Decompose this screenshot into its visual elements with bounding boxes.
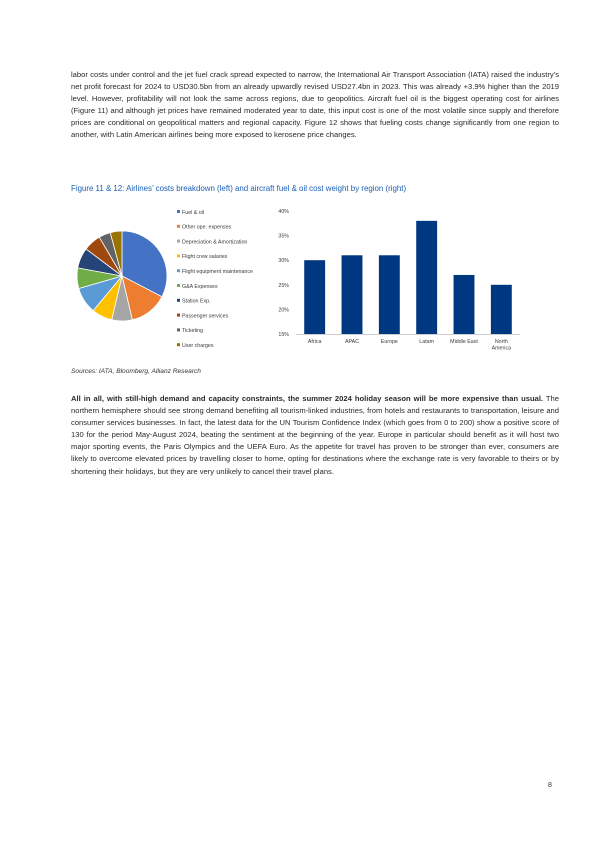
legend-swatch — [177, 210, 180, 213]
paragraph-2-lead: All in all, with still-high demand and capacity constraints, the summer 2024 holiday season will be more expensive than usual. — [71, 394, 544, 403]
pie-chart-costs-breakdown — [74, 203, 274, 358]
y-tick-label: 20% — [278, 307, 289, 314]
bar — [379, 255, 400, 334]
legend-label: Ticketing — [182, 328, 203, 335]
legend-swatch — [177, 269, 180, 272]
y-tick-label: 30% — [278, 258, 289, 265]
legend-swatch — [177, 225, 180, 228]
legend-swatch — [177, 328, 180, 331]
y-tick-label: 40% — [278, 209, 289, 215]
bar — [304, 260, 325, 334]
x-tick-label: Europe — [380, 339, 398, 345]
x-tick-label: Africa — [307, 339, 322, 345]
bar — [342, 255, 363, 334]
x-tick-label: APAC — [344, 339, 360, 345]
x-tick-label: North — [494, 339, 508, 345]
legend-label: Fuel & oil — [182, 209, 205, 216]
legend-swatch — [177, 240, 180, 243]
legend-label: G&A Expenses — [182, 283, 218, 290]
paragraph-2-body: The northern hemisphere should see strong demand benefiting all tourism-linked industries, from hotels and restaurants to transportation, leisure and consumer services businesses. In fact, the latest data for the UN Tourism Confidence Index (which goes from 0 to 200) show a positive score of 130 for the period May-August 2024, beating the sentiment at the beginning of the year. Europe in particular should benefit as it will host two major sporting events, the Paris Olympics and the UEFA Euro. As the appetite for travel has proven to be stronger than ever, consumers are likely to overcome elevated prices by travelling closer to home, opting for destinations where the exchange rate is very favorable to theirs or by shortening their holidays, but they are very unlikely to cancel their travel plans. — [71, 394, 560, 476]
y-tick-label: 25% — [278, 282, 289, 289]
bar-chart-fuel-weight — [270, 203, 535, 358]
legend-swatch — [177, 343, 180, 346]
x-tick-label: Middle East — [450, 339, 478, 345]
body-paragraph-1: labor costs under control and the jet fuel crack spread expected to narrow, the International Air Transport Association (IATA) raised the industry’s net profit forecast for 2024 to USD30.5bn from an already upwardly revised USD27.4bn in 2023. This was already +3.9% higher than the 2019 level. However, profitability will not look the same across regions, due to geopolitics. Aircraft fuel oil is the biggest operating cost for airlines (Figure 11) and although jet prices have remained moderated year to date, this input cost is one of the most volatile since supply and therefore prices are conditional on geopolitical matters and regional capacity. Figure 12 shows that fueling costs change significantly from one region to another, with Latin American airlines being more exposed to kerosene price changes. — [71, 70, 559, 140]
legend-swatch — [177, 314, 180, 317]
legend-swatch — [177, 299, 180, 302]
legend-label: User charges — [182, 343, 214, 349]
legend-swatch — [177, 284, 180, 287]
x-tick-label: Latam — [419, 339, 435, 345]
legend-label: Passenger services — [182, 313, 229, 320]
body-paragraph-2 — [71, 393, 559, 478]
legend-label: Depreciation & Amortization — [182, 239, 248, 246]
bar-chart-svg — [270, 203, 535, 358]
page-number: 8 — [548, 782, 552, 789]
legend-label: Flight equipment maintenance — [182, 269, 253, 275]
legend-label: Other ope. expenses — [182, 224, 232, 231]
x-tick-label: America — [491, 345, 512, 352]
legend-label: Station Exp. — [182, 298, 211, 305]
y-tick-label: 35% — [278, 233, 289, 240]
bar — [454, 275, 475, 334]
y-tick-label: 15% — [278, 332, 289, 338]
figure-source: Sources: IATA, Bloomberg, Allianz Research — [71, 368, 201, 375]
pie-chart-svg — [74, 203, 274, 358]
legend-label: Flight crew salaries — [182, 254, 228, 261]
figure-title: Figure 11 & 12: Airlines’ costs breakdown (left) and aircraft fuel & oil cost weight by region (right) — [71, 184, 407, 193]
bar — [416, 221, 437, 334]
legend-swatch — [177, 254, 180, 257]
bar — [491, 285, 512, 334]
